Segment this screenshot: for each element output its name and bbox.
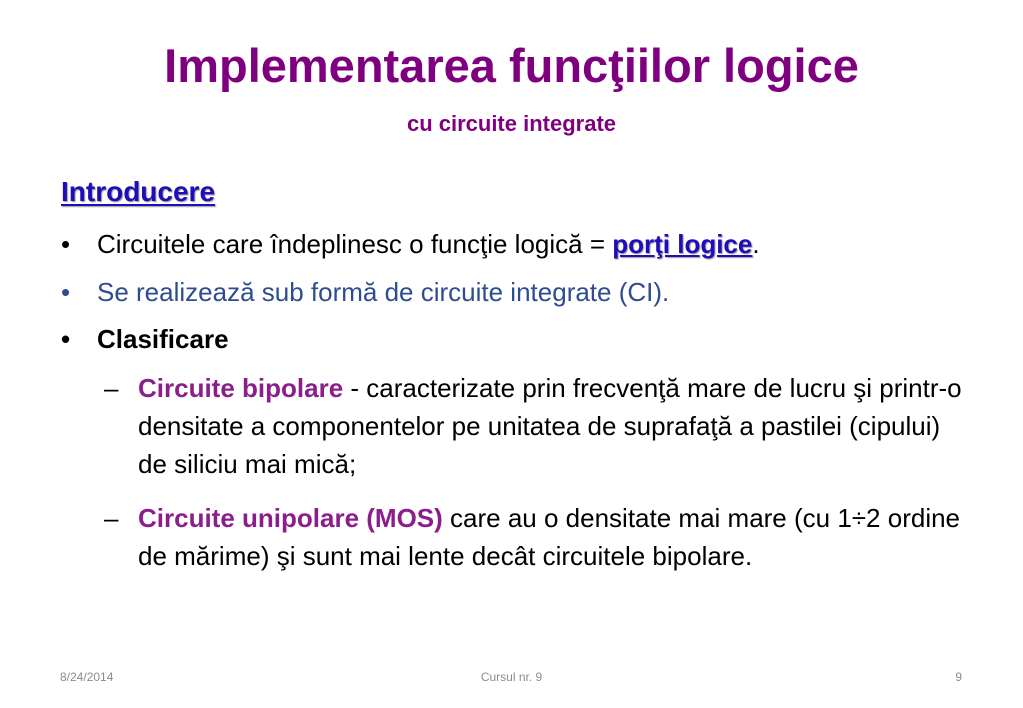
bullet-item-2: [61, 272, 669, 312]
sub-item-bipolar: [104, 369, 974, 483]
bullet-2-text: Se realizează sub formă de circuite integrate (CI).: [97, 277, 670, 307]
slide-subtitle: cu circuite integrate: [406, 111, 617, 136]
bullet-3-text: Clasificare: [97, 324, 229, 354]
bullet-item-3: [61, 319, 229, 359]
bullet-1-text: Circuitele care îndeplinesc o funcţie logică =: [97, 229, 613, 259]
sub-item-bipolar-text: [138, 369, 974, 483]
bullet-1-end: .: [752, 229, 760, 259]
footer-date: 8/24/2014: [60, 670, 114, 684]
dash-icon: –: [104, 373, 119, 403]
sub-item-unipolar-text: [138, 499, 974, 575]
sub-item-bipolar-description: - caracterizate prin frecvenţă mare de lucru şi printr-o densitate a componentelor pe unitatea de suprafaţă a pastilei (cipului) de siliciu mai mică;: [138, 373, 962, 479]
sub-item-bipolar-keyword: Circuite bipolare: [138, 373, 344, 403]
sub-item-unipolar-description: care au o densitate mai mare (cu 1÷2 ordine de mărime) şi sunt mai lente decât circuitele bipolare.: [138, 503, 961, 571]
footer-course: Cursul nr. 9: [480, 670, 543, 684]
bullet-icon: •: [61, 277, 71, 307]
slide-title: Implementarea funcţiilor logice: [164, 39, 859, 92]
sub-item-unipolar-keyword: Circuite unipolare (MOS): [138, 503, 443, 533]
bullet-item-1: [61, 224, 760, 264]
section-heading: Introducere: [61, 176, 216, 207]
bullet-icon: •: [61, 229, 71, 259]
dash-icon: –: [104, 503, 119, 533]
bullet-icon: •: [61, 324, 71, 354]
sub-item-unipolar: [104, 499, 974, 575]
bullet-1-highlight: porţi logice: [612, 229, 753, 259]
footer-page-number: 9: [955, 670, 962, 684]
